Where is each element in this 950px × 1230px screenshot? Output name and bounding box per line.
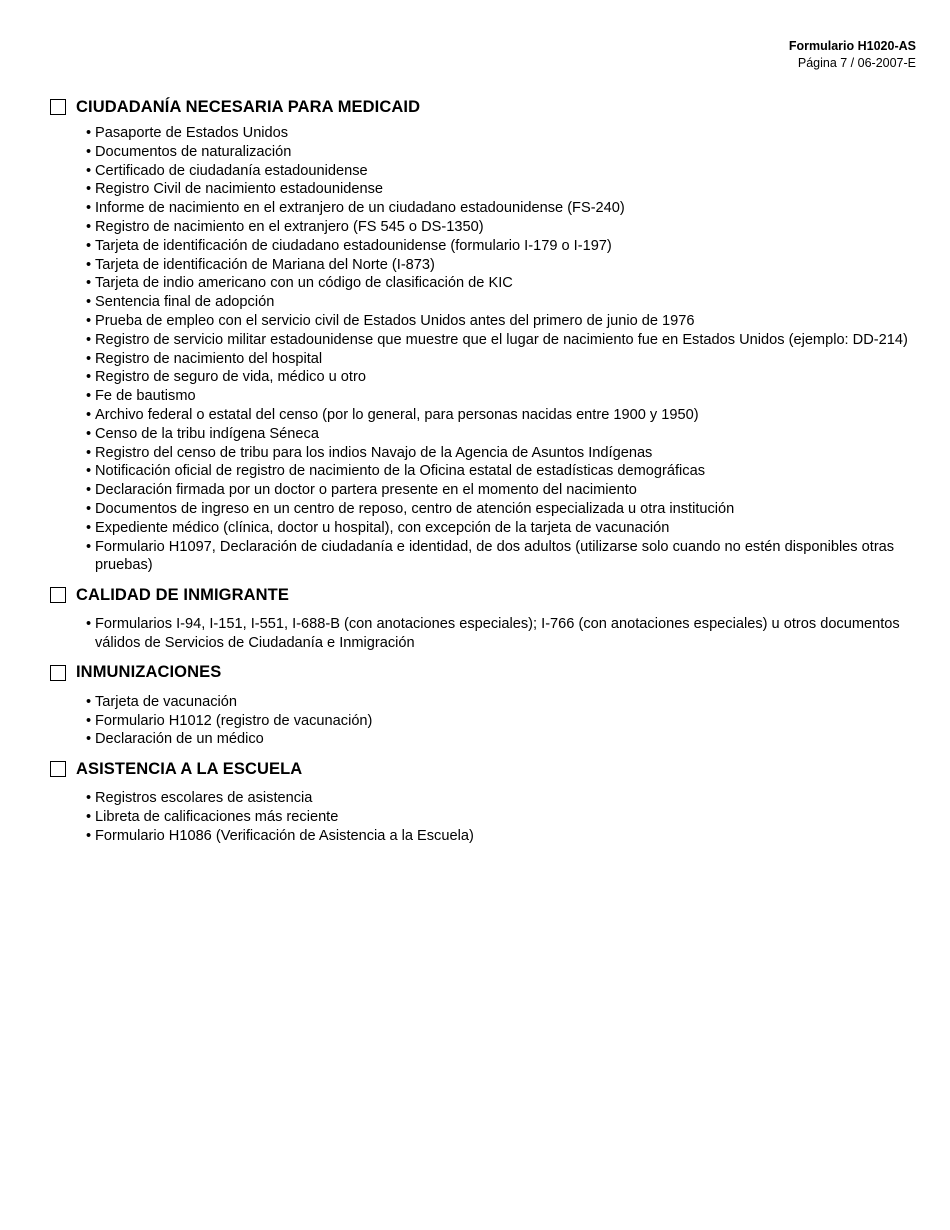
form-id: Formulario H1020-AS (788, 39, 916, 53)
list-item: • Registros escolares de asistencia (86, 789, 920, 808)
list-item: • Tarjeta de identificación de Mariana del Norte (I-873) (86, 256, 920, 275)
list-item: • Tarjeta de vacunación (86, 693, 920, 712)
list-item: • Sentencia final de adopción (86, 293, 920, 312)
document-list (50, 615, 920, 653)
section-header (50, 584, 920, 606)
list-item: • Tarjeta de indio americano con un código de clasificación de KIC (86, 274, 920, 293)
list-item: • Declaración de un médico (86, 730, 920, 749)
list-item: • Informe de nacimiento en el extranjero de un ciudadano estadounidense (FS-240) (86, 199, 920, 218)
list-item: • Registro de servicio militar estadounidense que muestre que el lugar de nacimiento fue en Estados Unidos (ejemplo: DD-214) (86, 331, 920, 350)
section-title: CALIDAD DE INMIGRANTE (76, 585, 289, 604)
page-header (789, 38, 916, 72)
list-item: • Formulario H1086 (Verificación de Asistencia a la Escuela) (86, 827, 920, 846)
immigrant-status-checkbox[interactable] (50, 587, 66, 603)
page-info: Página 7 / 06-2007-E (797, 56, 916, 70)
school-attendance-checkbox[interactable] (50, 761, 66, 777)
list-item: • Pasaporte de Estados Unidos (86, 124, 920, 143)
list-item: • Formularios I-94, I-151, I-551, I-688-B (con anotaciones especiales); I-766 (con anotaciones especiales) u otros documentos válidos de Servicios de Ciudadanía e Inmigración (86, 615, 920, 653)
list-item: • Fe de bautismo (86, 387, 920, 406)
list-item: • Prueba de empleo con el servicio civil de Estados Unidos antes del primero de junio de 1976 (86, 312, 920, 331)
list-item: • Registro Civil de nacimiento estadounidense (86, 180, 920, 199)
list-item: • Tarjeta de identificación de ciudadano estadounidense (formulario I-179 o I-197) (86, 237, 920, 256)
list-item: • Certificado de ciudadanía estadounidense (86, 162, 920, 181)
list-item: • Archivo federal o estatal del censo (por lo general, para personas nacidas entre 1900 y 1950) (86, 406, 920, 425)
document-list (50, 124, 920, 575)
document-list (50, 789, 920, 845)
list-item: • Documentos de naturalización (86, 143, 920, 162)
section-immigrant-status (50, 584, 920, 653)
section-title: ASISTENCIA A LA ESCUELA (76, 759, 303, 778)
immunizations-checkbox[interactable] (50, 665, 66, 681)
section-citizenship (50, 96, 920, 575)
list-item: • Censo de la tribu indígena Séneca (86, 425, 920, 444)
list-item: • Libreta de calificaciones más reciente (86, 808, 920, 827)
list-item: • Notificación oficial de registro de nacimiento de la Oficina estatal de estadísticas demográficas (86, 462, 920, 481)
section-header (50, 758, 920, 780)
document-body (50, 96, 920, 846)
document-list (50, 693, 920, 749)
list-item: • Registro de nacimiento del hospital (86, 350, 920, 369)
list-item: • Declaración firmada por un doctor o partera presente en el momento del nacimiento (86, 481, 920, 500)
section-title: INMUNIZACIONES (76, 663, 222, 682)
list-item: • Registro de seguro de vida, médico u otro (86, 368, 920, 387)
section-immunizations (50, 662, 920, 749)
list-item: • Formulario H1097, Declaración de ciudadanía e identidad, de dos adultos (utilizarse solo cuando no estén disponibles otras pruebas) (86, 538, 920, 576)
list-item: • Formulario H1012 (registro de vacunación) (86, 712, 920, 731)
list-item: • Registro del censo de tribu para los indios Navajo de la Agencia de Asuntos Indígenas (86, 444, 920, 463)
section-school-attendance (50, 758, 920, 845)
section-header (50, 96, 920, 118)
list-item: • Registro de nacimiento en el extranjero (FS 545 o DS-1350) (86, 218, 920, 237)
list-item: • Expediente médico (clínica, doctor u hospital), con excepción de la tarjeta de vacunación (86, 519, 920, 538)
list-item: • Documentos de ingreso en un centro de reposo, centro de atención especializada u otra institución (86, 500, 920, 519)
section-header (50, 662, 920, 684)
section-title: CIUDADANÍA NECESARIA PARA MEDICAID (76, 97, 421, 116)
citizenship-checkbox[interactable] (50, 99, 66, 115)
